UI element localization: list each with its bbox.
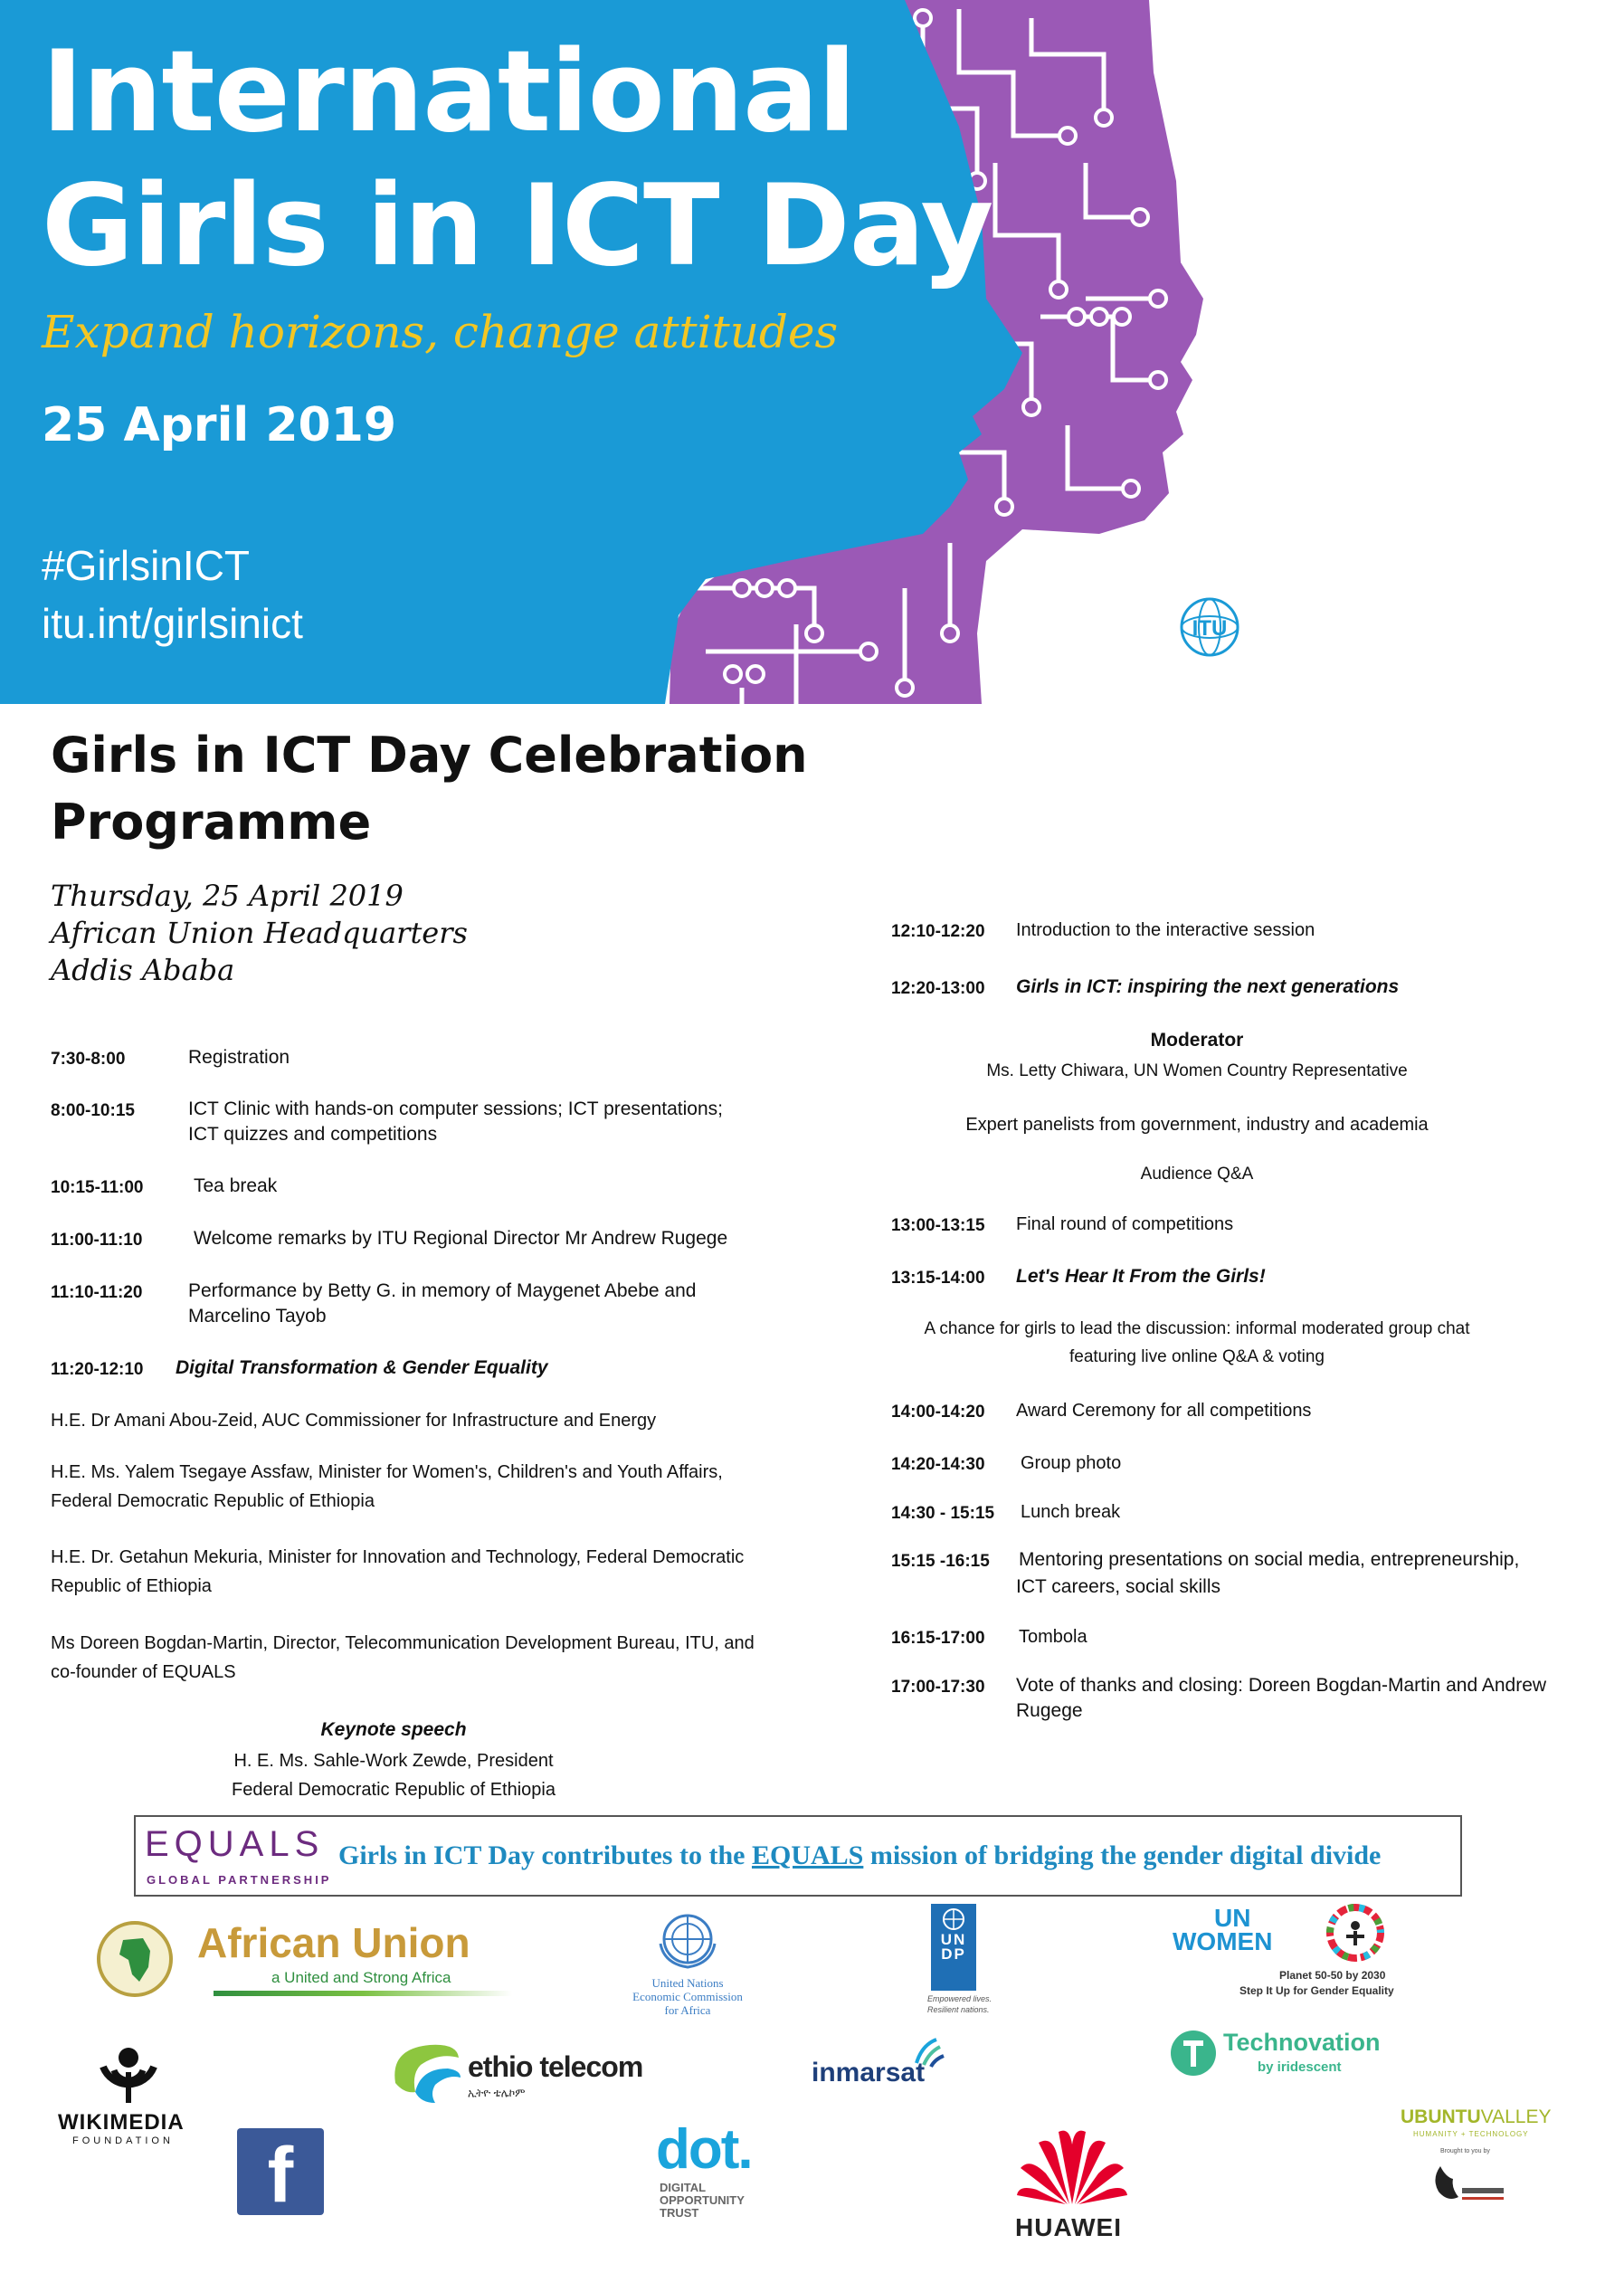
uneca-logo	[624, 1907, 751, 2016]
unwomen-tag2: Step It Up for Gender Equality	[1239, 1984, 1394, 1997]
schedule-time: 15:15 -16:15	[891, 1552, 990, 1571]
banner-url[interactable]: itu.int/girlsinict	[42, 600, 303, 647]
huawei-name: HUAWEI	[1015, 2213, 1122, 2241]
unwomen-line2: WOMEN	[1173, 1927, 1273, 1955]
african-union-underline	[214, 1991, 512, 1996]
dot-name: dot.	[656, 2118, 752, 2181]
speaker-2-line1: H.E. Ms. Yalem Tsegaye Assfaw, Minister for Women's, Children's and Youth Affairs,	[51, 1462, 723, 1482]
ubuntu-name2: VALLEY	[1480, 2107, 1552, 2127]
audience-qa: Audience Q&A	[1140, 1165, 1254, 1184]
dot-logo	[656, 2118, 792, 2221]
schedule-desc: ICT careers, social skills	[1016, 1576, 1220, 1597]
programme-title-line2: Programme	[51, 794, 372, 851]
african-union-logo	[90, 1916, 525, 2003]
event-info	[51, 878, 468, 989]
equals-statement	[338, 1840, 1381, 1871]
wikimedia-logo	[54, 2043, 208, 2152]
undp-emblem	[931, 1904, 976, 1991]
schedule-time: 17:00-17:30	[891, 1678, 985, 1697]
programme-title	[51, 722, 808, 856]
programme-title-line1: Girls in ICT Day Celebration	[51, 727, 808, 784]
schedule-time: 14:00-14:20	[891, 1403, 985, 1422]
ethio-telecom-sub: ኢትዮ ቴሌኮም	[468, 2087, 526, 2099]
banner-title-line1: International	[42, 27, 856, 157]
ubuntu-name	[1401, 2107, 1551, 2128]
event-venue: African Union Headquarters	[51, 916, 468, 950]
ubuntu-name1: UBUNTU	[1401, 2107, 1481, 2127]
schedule-desc: Group photo	[1021, 1453, 1122, 1473]
ubuntu-partner-emblem-icon	[1428, 2161, 1509, 2210]
huawei-logo	[1004, 2126, 1140, 2242]
facebook-f-icon: f	[267, 2132, 294, 2219]
schedule-desc: Marcelino Tayob	[188, 1306, 327, 1327]
schedule-time: 12:20-13:00	[891, 979, 985, 998]
header-banner	[0, 0, 1624, 704]
ethio-telecom-logo	[385, 2038, 643, 2110]
banner-tagline: Expand horizons, change attitudes	[42, 306, 839, 358]
schedule-desc: Introduction to the interactive session	[1016, 920, 1315, 940]
unwomen-line1: UN	[1214, 1904, 1251, 1932]
panelists-text: Expert panelists from government, industry and academia	[965, 1115, 1429, 1135]
uneca-line1: United Nations	[651, 1976, 724, 1990]
moderator-name: Ms. Letty Chiwara, UN Women Country Representative	[986, 1061, 1408, 1080]
schedule-desc: Tombola	[1019, 1627, 1087, 1647]
schedule-time: 11:00-11:10	[51, 1231, 143, 1250]
technovation-sub: by iridescent	[1258, 2059, 1342, 2075]
schedule-time: 16:15-17:00	[891, 1629, 985, 1648]
schedule-time: 13:15-14:00	[891, 1269, 985, 1288]
speaker-1: H.E. Dr Amani Abou-Zeid, AUC Commissioner for Infrastructure and Energy	[51, 1411, 657, 1431]
schedule-desc: Award Ceremony for all competitions	[1016, 1401, 1312, 1421]
dot-line2: OPPORTUNITY	[660, 2193, 745, 2207]
undp-tagline1: Empowered lives.	[927, 1994, 992, 2003]
technovation-logo	[1167, 2027, 1384, 2083]
equals-text-before: Girls in ICT Day contributes to the	[338, 1840, 746, 1870]
schedule-desc: ICT Clinic with hands-on computer sessions; ICT presentations;	[188, 1098, 723, 1119]
equals-banner	[134, 1815, 1462, 1897]
banner-title	[42, 25, 992, 293]
girls-session-line2: featuring live online Q&A & voting	[1068, 1347, 1325, 1366]
event-city: Addis Ababa	[51, 953, 235, 987]
schedule-desc: ICT quizzes and competitions	[188, 1124, 438, 1145]
session-title: Girls in ICT: inspiring the next generations	[1016, 976, 1400, 997]
uneca-line3: for Africa	[664, 2003, 711, 2017]
huawei-petals-icon	[1013, 2126, 1131, 2206]
schedule-desc: Registration	[188, 1047, 290, 1068]
schedule-desc: Rugege	[1016, 1700, 1083, 1721]
african-union-name: African Union	[197, 1919, 470, 1966]
speaker-2-line2: Federal Democratic Republic of Ethiopia	[51, 1491, 375, 1511]
undp-tagline2: Resilient nations.	[927, 2005, 990, 2014]
schedule-desc: Final round of competitions	[1016, 1214, 1234, 1234]
equals-link[interactable]: EQUALS	[751, 1840, 864, 1870]
itu-logo-icon	[1178, 595, 1241, 659]
schedule-desc: Lunch break	[1021, 1502, 1121, 1522]
girls-session-line1: A chance for girls to lead the discussion: informal moderated group chat	[924, 1319, 1470, 1338]
undp-logo	[927, 1904, 1009, 2018]
keynote-line2: Federal Democratic Republic of Ethiopia	[232, 1780, 556, 1800]
technovation-icon	[1169, 2029, 1218, 2078]
speaker-4-line1: Ms Doreen Bogdan-Martin, Director, Telecommunication Development Bureau, ITU, and	[51, 1633, 755, 1653]
wikimedia-sub: FOUNDATION	[72, 2135, 174, 2146]
inmarsat-logo	[808, 2036, 953, 2090]
banner-date: 25 April 2019	[42, 398, 397, 452]
schedule-time: 12:10-12:20	[891, 922, 985, 941]
schedule-time: 8:00-10:15	[51, 1101, 135, 1120]
unwomen-tag1: Planet 50-50 by 2030	[1279, 1969, 1386, 1982]
equals-text-after: mission of bridging the gender digital divide	[869, 1840, 1382, 1870]
sdg-wheel-icon	[1326, 1904, 1384, 1962]
event-day: Thursday, 25 April 2019	[51, 879, 404, 913]
keynote-heading: Keynote speech	[320, 1719, 467, 1740]
equals-logo-subtitle: GLOBAL PARTNERSHIP	[147, 1873, 332, 1887]
session-title: Let's Hear It From the Girls!	[1016, 1266, 1266, 1287]
ethio-telecom-name: ethio telecom	[468, 2050, 643, 2083]
schedule-time: 14:20-14:30	[891, 1455, 985, 1474]
speaker-3-line2: Republic of Ethiopia	[51, 1576, 212, 1596]
ubuntu-brought: Brought to you by	[1440, 2148, 1490, 2154]
uneca-line2: Economic Commission	[632, 1990, 743, 2003]
session-title: Digital Transformation & Gender Equality	[176, 1357, 548, 1378]
wikimedia-name: WIKIMEDIA	[58, 2110, 185, 2135]
undp-letters: UNDP	[940, 1931, 967, 1963]
schedule-time: 11:20-12:10	[51, 1360, 144, 1379]
wikimedia-icon	[94, 2043, 163, 2107]
speaker-3-line1: H.E. Dr. Getahun Mekuria, Minister for Innovation and Technology, Federal Democratic	[51, 1547, 745, 1567]
unwomen-logo	[1167, 1904, 1402, 2009]
schedule-time: 14:30 - 15:15	[891, 1504, 995, 1523]
dot-line1: DIGITAL	[660, 2181, 707, 2194]
african-union-emblem-icon	[96, 1920, 174, 1998]
un-emblem-icon	[651, 1907, 724, 1971]
ubuntu-valley-logo	[1401, 2107, 1552, 2222]
technovation-name: Technovation	[1223, 2029, 1381, 2056]
itu-logo-text: ITU	[1192, 616, 1228, 641]
schedule-time: 10:15-11:00	[51, 1178, 144, 1197]
schedule-time: 11:10-11:20	[51, 1283, 143, 1302]
schedule-desc: Mentoring presentations on social media, entrepreneurship,	[1019, 1549, 1520, 1570]
speaker-4-line2: co-founder of EQUALS	[51, 1662, 236, 1682]
undp-globe-icon	[931, 1906, 976, 1933]
schedule-desc: Tea break	[194, 1175, 278, 1196]
facebook-logo	[237, 2128, 324, 2219]
schedule-desc: Performance by Betty G. in memory of Maygenet Abebe and	[188, 1280, 697, 1301]
inmarsat-name: inmarsat	[812, 2058, 926, 2088]
schedule-desc: Welcome remarks by ITU Regional Director Mr Andrew Rugege	[194, 1228, 728, 1249]
keynote-line1: H. E. Ms. Sahle-Work Zewde, President	[233, 1751, 554, 1771]
banner-title-line2: Girls in ICT Day	[42, 161, 993, 291]
african-union-tagline: a United and Strong Africa	[271, 1969, 451, 1986]
moderator-heading: Moderator	[1150, 1030, 1244, 1051]
dot-line3: TRUST	[660, 2206, 699, 2220]
equals-logo: EQUALS	[145, 1824, 325, 1864]
schedule-desc: Vote of thanks and closing: Doreen Bogdan-Martin and Andrew	[1016, 1675, 1547, 1696]
schedule-time: 13:00-13:15	[891, 1216, 985, 1235]
banner-hashtag: #GirlsinICT	[42, 542, 251, 589]
ubuntu-sub: HUMANITY + TECHNOLOGY	[1413, 2130, 1529, 2138]
schedule-time: 7:30-8:00	[51, 1050, 126, 1069]
ethio-telecom-swirl-icon	[385, 2038, 466, 2107]
